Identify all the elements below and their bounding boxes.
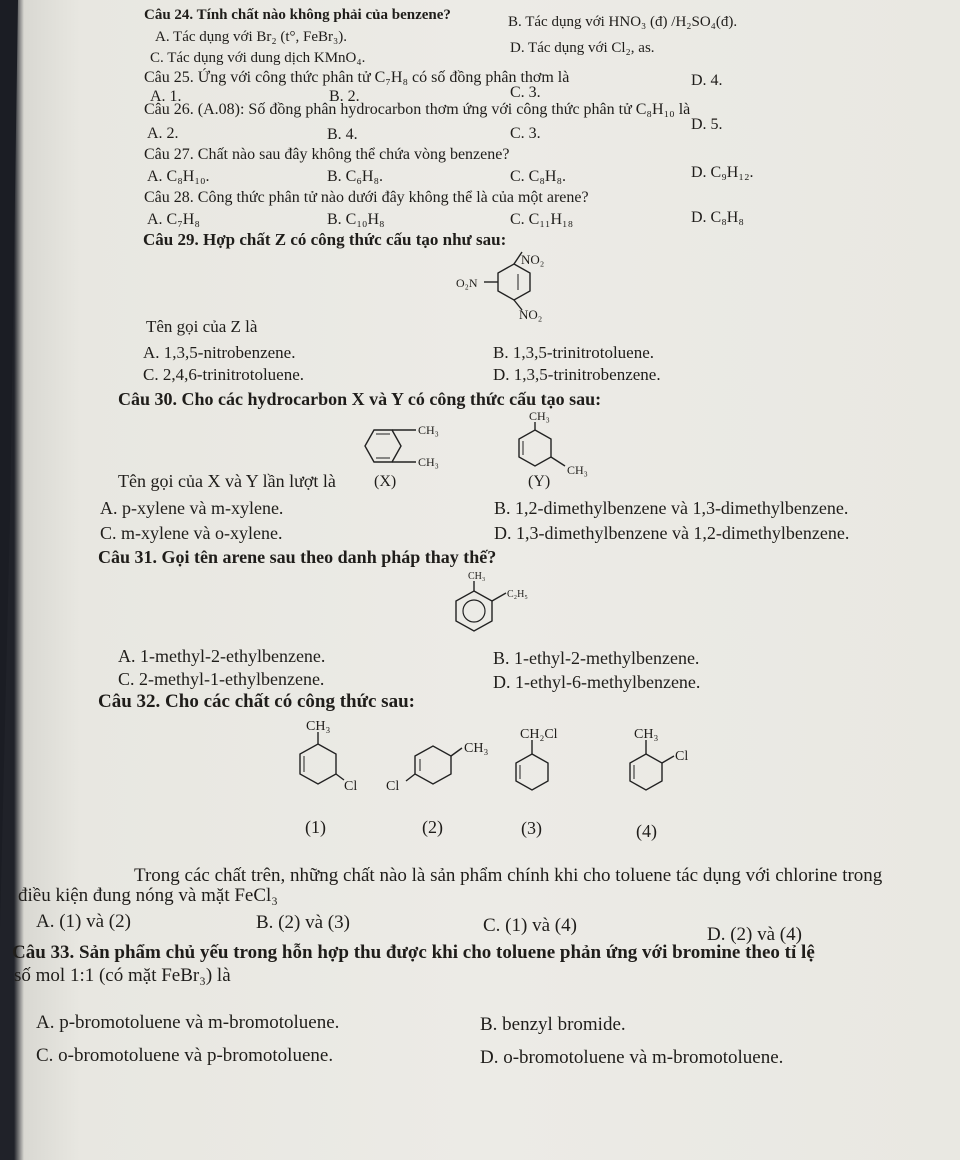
q33-option-a: A. p-bromotoluene và m-bromotoluene. — [36, 1012, 340, 1033]
q28-option-c: C. C₁₁H₁₈ — [510, 211, 574, 228]
q30-y-ch3-bottom: CH₃ — [567, 463, 588, 477]
q24-option-d: D. Tác dụng với Cl₂, as. — [510, 40, 655, 56]
q30-label-y: (Y) — [528, 473, 551, 490]
q32-body-line2: điều kiện đung nóng và mặt FeCl₃ — [18, 885, 278, 906]
q33-stem-line2: số mol 1:1 (có mặt FeBr₃) là — [14, 965, 231, 986]
q32-s2-cl: Cl — [386, 779, 400, 794]
q24-option-c: C. Tác dụng với dung dịch KMnO₄. — [150, 50, 366, 66]
q28-stem: Câu 28. Công thức phân tử nào dưới đây không thể là của một arene? — [144, 189, 589, 206]
q32-body-line1: Trong các chất trên, những chất nào là sản phẩm chính khi cho toluene tác dụng với chlorine trong — [134, 865, 883, 886]
q29-option-b: B. 1,3,5-trinitrotoluene. — [493, 343, 655, 362]
q29-option-a: A. 1,3,5-nitrobenzene. — [143, 343, 296, 362]
q32-s3-ch2cl: CH₂Cl — [520, 727, 558, 742]
q30-option-b: B. 1,2-dimethylbenzene và 1,3-dimethylbenzene. — [494, 498, 849, 518]
q33-option-b: B. benzyl bromide. — [480, 1014, 626, 1035]
q32-s2-ch3: CH₃ — [464, 741, 489, 756]
q32-option-d: D. (2) và (4) — [707, 924, 802, 945]
q31-option-b: B. 1-ethyl-2-methylbenzene. — [493, 648, 700, 668]
q27-option-b: B. C₆H₈. — [327, 168, 384, 185]
q32-s1-cl: Cl — [344, 779, 358, 794]
q30-option-d: D. 1,3-dimethylbenzene và 1,2-dimethylbenzene. — [494, 523, 850, 543]
q32-structures — [270, 712, 690, 812]
q32-s4-cl: Cl — [675, 749, 689, 764]
q32-stem: Câu 32. Cho các chất có công thức sau: — [98, 691, 415, 712]
q30-stem: Câu 30. Cho các hydrocarbon X và Y có công thức cấu tạo sau: — [118, 389, 602, 409]
q30-structure-x-o-xylene — [358, 418, 468, 474]
benzene-ring — [498, 264, 530, 300]
q26-option-d: D. 5. — [691, 116, 723, 133]
q32-label-4: (4) — [636, 821, 657, 841]
q31-option-c: C. 2-methyl-1-ethylbenzene. — [118, 669, 325, 689]
q25-stem: Câu 25. Ứng với công thức phân tử C₇H₈ có số đồng phân thơm là — [144, 69, 570, 86]
q32-s4-ch3: CH₃ — [634, 727, 659, 742]
q29-o2n: O₂N — [456, 276, 478, 290]
q30-structure-y-m-xylene — [505, 408, 615, 480]
q27-stem: Câu 27. Chất nào sau đây không thể chứa vòng benzene? — [144, 146, 510, 163]
q30-option-c: C. m-xylene và o-xylene. — [100, 523, 283, 543]
q25-option-a: A. 1. — [150, 88, 182, 105]
q30-y-ch3-top: CH₃ — [529, 409, 550, 423]
q32-structure-2 — [386, 741, 488, 794]
q31-option-a: A. 1-methyl-2-ethylbenzene. — [118, 646, 326, 666]
q30-prompt: Tên gọi của X và Y lần lượt là — [118, 471, 336, 491]
q33-option-c: C. o-bromotoluene và p-bromotoluene. — [36, 1045, 334, 1066]
q26-stem: Câu 26. (A.08): Số đồng phân hydrocarbon thơm ứng với công thức phân tử C₈H₁₀ là — [144, 101, 691, 118]
q26-option-c: C. 3. — [510, 125, 541, 142]
q33-option-d: D. o-bromotoluene và m-bromotoluene. — [480, 1047, 784, 1068]
q25-option-c: C. 3. — [510, 84, 541, 101]
q33-stem-line1: Câu 33. Sản phẩm chủ yếu trong hỗn hợp thu được khi cho toluene phản ứng với bromine theo tỉ lệ — [12, 942, 815, 963]
q30-x-ch3-bottom: CH₃ — [418, 455, 439, 469]
q24-option-b: B. Tác dụng với HNO₃ (đ) /H₂SO₄(đ). — [508, 14, 738, 30]
q29-no2-bottom: NO₂ — [519, 307, 543, 322]
q27-option-d: D. C₉H₁₂. — [691, 164, 754, 181]
q29-trinitrobenzene-structure — [430, 250, 560, 322]
q27-option-a: A. C₈H₁₀. — [147, 168, 210, 185]
q32-s1-ch3: CH₃ — [306, 719, 331, 734]
q27-option-c: C. C₈H₈. — [510, 168, 567, 185]
q32-label-3: (3) — [521, 818, 542, 838]
q29-stem: Câu 29. Hợp chất Z có công thức cấu tạo như sau: — [143, 230, 507, 249]
q31-ch3: CH₃ — [468, 571, 486, 582]
q28-option-d: D. C₈H₈ — [691, 209, 744, 226]
q31-option-d: D. 1-ethyl-6-methylbenzene. — [493, 672, 701, 692]
q29-option-d: D. 1,3,5-trinitrobenzene. — [493, 365, 661, 384]
q32-structure-1 — [300, 719, 357, 794]
q32-label-2: (2) — [422, 817, 443, 837]
q32-option-b: B. (2) và (3) — [256, 912, 350, 933]
q31-stem: Câu 31. Gọi tên arene sau theo danh pháp thay thế? — [98, 547, 497, 567]
q25-option-d: D. 4. — [691, 72, 723, 89]
q26-option-b: B. 4. — [327, 126, 358, 143]
q28-option-a: A. C₇H₈ — [147, 211, 200, 228]
q32-structure-3 — [516, 727, 558, 790]
q32-option-a: A. (1) và (2) — [36, 911, 131, 932]
q30-option-a: A. p-xylene và m-xylene. — [100, 498, 284, 518]
q30-label-x: (X) — [374, 473, 397, 490]
q26-option-a: A. 2. — [147, 125, 179, 142]
q25-option-b: B. 2. — [329, 88, 360, 105]
q31-ethyl-methylbenzene-structure — [440, 565, 560, 645]
q29-no2-top: NO₂ — [521, 252, 545, 267]
q29-option-c: C. 2,4,6-trinitrotoluene. — [143, 365, 305, 384]
q24-option-a: A. Tác dụng với Br₂ (t°, FeBr₃). — [155, 29, 348, 45]
q32-label-1: (1) — [305, 817, 326, 837]
q32-structure-4 — [630, 727, 688, 790]
q28-option-b: B. C₁₀H₈ — [327, 211, 385, 228]
q32-option-c: C. (1) và (4) — [483, 915, 577, 936]
q29-prompt: Tên gọi của Z là — [146, 317, 258, 336]
q31-c2h5: C₂H₅ — [507, 589, 528, 600]
q24-stem: Câu 24. Tính chất nào không phải của benzene? — [144, 7, 451, 23]
q30-x-ch3-top: CH₃ — [418, 423, 439, 437]
